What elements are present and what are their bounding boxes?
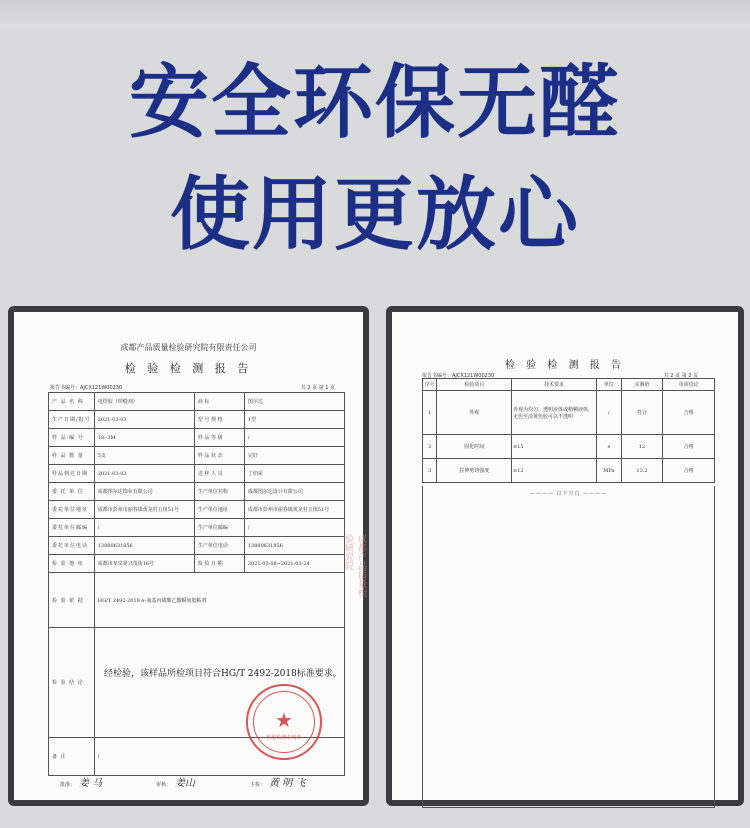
table-row [423,391,715,435]
column-header: 单项结论 [663,379,715,391]
column-header: 检验项目 [437,379,512,391]
cell-no: 2 [423,435,437,459]
field-label: 商 标 [194,393,244,411]
field-value: 13880631856 [94,537,194,555]
red-seal-stamp [246,684,322,760]
basis-row [49,573,345,628]
field-value: 2021-03-08~2021-03-24 [244,555,344,573]
info-row [49,447,345,465]
field-label: 检 验 地 址 [49,555,95,573]
field-label: 生产单位地址 [194,501,244,519]
cell-res: 合格 [663,391,715,435]
info-row [49,411,345,429]
conclusion-label: 检 验 结 论 [49,628,95,738]
field-value: 图尔达 [244,393,344,411]
review-label: 审核： [156,782,172,788]
signature-approve [60,774,102,789]
side-seal-stamp: 成都产品质量检验研究院 [343,534,366,597]
basis-label: 检 验 依 据 [49,573,95,628]
report-number: 报告书编号：AJCX121W00230 [50,385,123,391]
approve-signature: 姜 马 [79,778,103,789]
right-document-frame [386,306,744,806]
cell-val: 12 [621,435,662,459]
info-row [49,501,345,519]
note-label: 备 注 [49,738,95,776]
field-value: 18--3M [94,429,194,447]
field-value: 完好 [244,447,344,465]
top-band [0,0,750,28]
field-value: / [244,519,344,537]
conclusion-text: 经检验，该样品所检项目符合HG/T 2492-2018标准要求。 [104,669,342,679]
field-label: 产 品 名 称 [49,393,95,411]
field-value: 5支 [94,447,194,465]
info-row [49,429,345,447]
column-header: 序号 [423,379,437,391]
cell-no: 3 [423,459,437,483]
signature-review [156,774,195,789]
field-label: 检 验 日 期 [194,555,244,573]
basis-value: HG/T 2492-2018 α-氰基丙烯酸乙酯瞬间胶粘剂 [94,573,344,628]
headline-line2: 使用更放心 [170,168,580,261]
review-signature: 姜山 [175,778,196,789]
report-number: 报告书编号：AJCX121W00230 [422,373,495,379]
field-value: 成都图尔达饰业有限公司 [94,483,194,501]
field-value: 1型 [244,411,344,429]
info-row [49,465,345,483]
cell-req: ≤15 [512,435,597,459]
check-signature: 黄 明 飞 [269,778,306,789]
cell-val: 符合 [621,391,662,435]
cell-item: 拉伸剪切强度 [437,459,512,483]
cell-item: 固化时间 [437,435,512,459]
results-blank-area [422,486,715,808]
cell-req: 外观为均匀、透明液体或稍稠液体，无色至淡黄色胶可以不透明 [512,391,597,435]
field-label: 样品到达日期 [49,465,95,483]
field-value: 成都市彭州市丽春镇黄龙村五组51号 [94,501,194,519]
note-value: / [94,738,344,776]
field-label: 委托单位电话 [49,537,95,555]
cell-res: 合格 [663,459,715,483]
right-document-paper [392,312,738,800]
field-label: 样 品 数 量 [49,447,95,465]
cell-unit: MPa [596,459,621,483]
info-row [49,537,345,555]
field-label: 样 品 等 级 [194,429,244,447]
field-label: 生产日期/批号 [49,411,95,429]
cell-val: 13.2 [621,459,662,483]
cell-unit: s [596,435,621,459]
end-marker: ———— 以下空白 ———— [529,491,608,497]
page-number: 共 2 页 第 2 页 [663,373,698,379]
field-value: 2021-03-03 [94,465,194,483]
approve-label: 批准： [60,782,76,788]
info-row [49,483,345,501]
cell-item: 外观 [437,391,512,435]
field-label: 型 号 规 格 [194,411,244,429]
field-label: 生产单位邮编 [194,519,244,537]
info-row [49,555,345,573]
signature-check [250,774,305,789]
info-row [49,519,345,537]
results-table [422,378,715,483]
page-number: 共 2 页 第 1 页 [300,385,335,391]
field-value: 13880631856 [244,537,344,555]
column-header: 单位 [596,379,621,391]
table-row [423,459,715,483]
field-value: 2021-03-03 [94,411,194,429]
field-label: 委托单位邮编 [49,519,95,537]
field-value: 成都市龙泉驿兴茂街16号 [94,555,194,573]
star-icon: ★ [275,708,293,732]
cell-unit: / [596,391,621,435]
cell-res: 合格 [663,435,715,459]
left-document-frame [8,306,369,806]
doc-title: 检 验 检 测 报 告 [124,362,253,375]
column-header: 技术要求 [512,379,597,391]
field-label: 委托单位地址 [49,501,95,519]
doc-title: 检 验 检 测 报 告 [505,360,625,371]
doc-organization: 成都产品质量检验研究院有限责任公司 [120,343,257,352]
field-label: 样 品 编 号 [49,429,95,447]
field-label: 委 托 单 位 [49,483,95,501]
field-value: / [94,519,194,537]
check-label: 主检： [250,782,266,788]
field-value: / [244,429,344,447]
cell-req: ≥12 [512,459,597,483]
field-label: 生产单位名称 [194,483,244,501]
field-value: 丁佰荣 [244,465,344,483]
stamp-text: 检验检测专用章 [266,735,302,741]
headline-line1: 安全环保无醛 [129,56,621,149]
field-label: 样 品 状 态 [194,447,244,465]
results-header-row [423,379,715,391]
left-document-paper [14,312,366,800]
info-row [49,393,345,411]
table-row [423,435,715,459]
field-label: 生产单位电话 [194,537,244,555]
field-value: 成都图尔达设计有限公司 [244,483,344,501]
field-value: 电焊胶（焊缝剂） [94,393,194,411]
cell-no: 1 [423,391,437,435]
field-label: 送 样 人 员 [194,465,244,483]
field-value: 成都市彭州市丽春镇黄龙村五组51号 [244,501,344,519]
column-header: 实测值 [621,379,662,391]
